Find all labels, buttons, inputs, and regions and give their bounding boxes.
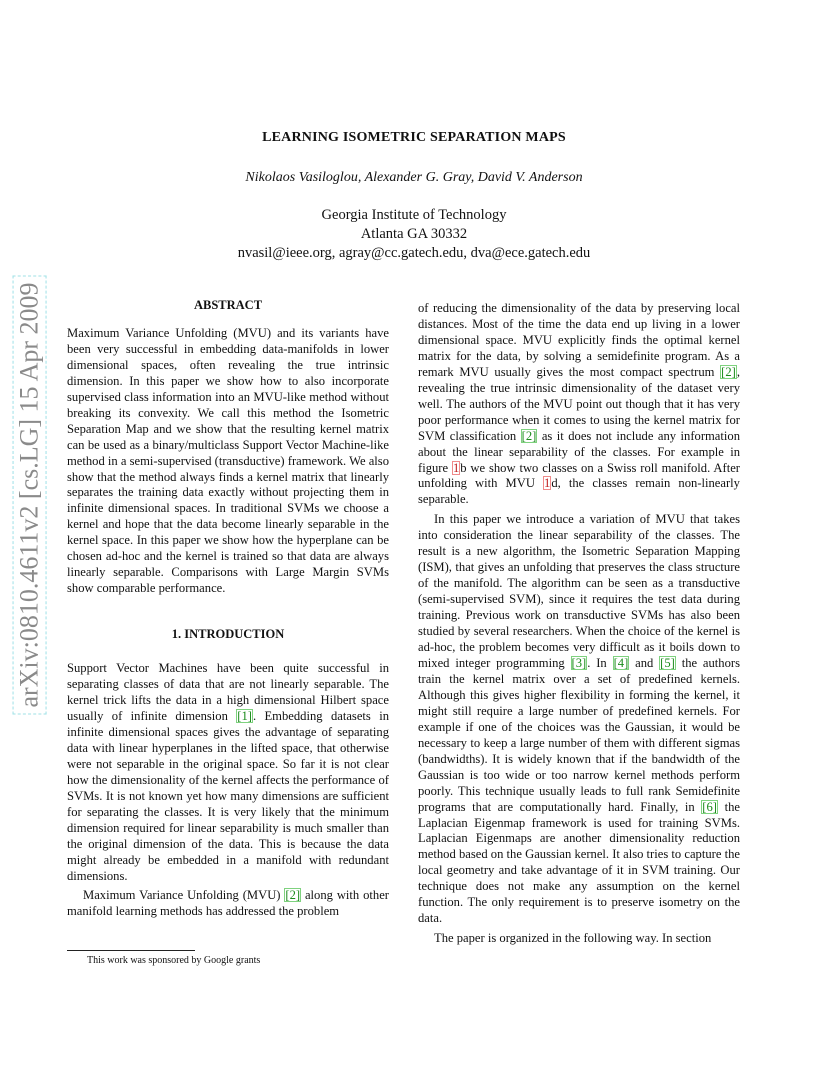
text-run: In this paper we introduce a variation of MVU that takes into consideration the linear separability of the classes. The result is a new algorithm, the Isometric Separation Mapping (ISM), that gives an unfolding that preserves the class structure of the manifold. The algorithm can be seen as a transductive (semi-supervised SVM), since it requires the test data during training. Previous work on transductive SVMs has also been studied by several researchers. When the choice of the kernel is ad-hoc, the problem becomes very difficult as it boils down to mixed integer programming <box>418 512 740 670</box>
text-run: Support Vector Machines have been quite successful in separating classes of data that are not linearly separable. The kernel trick lifts the data in a high dimensional Hilbert space usually of infinite dimension <box>67 661 389 723</box>
text-run: d, the classes remain non-linearly separable. <box>418 476 740 507</box>
arxiv-stamp-text[interactable]: arXiv:0810.4611v2 [cs.LG] 15 Apr 2009 <box>14 276 46 713</box>
intro-paragraph-4 <box>418 931 740 947</box>
text-run: b we show two classes on a Swiss roll manifold. After unfolding with MVU <box>418 460 741 491</box>
citation-link[interactable]: [6] <box>702 799 717 814</box>
citation-link[interactable]: [4] <box>613 655 629 670</box>
text-run: along with other manifold learning methods has addressed the problem <box>67 888 389 919</box>
citation-link[interactable]: [1] <box>237 708 252 723</box>
affiliation-block <box>0 206 828 262</box>
author-list: Nikolaos Vasiloglou, Alexander G. Gray, David V. Anderson <box>245 170 583 185</box>
citation-link[interactable]: [3] <box>571 655 587 670</box>
text-run: and <box>629 655 660 670</box>
right-column <box>418 301 740 947</box>
footnote-rule <box>67 950 195 951</box>
text-run: . In <box>587 655 613 670</box>
abstract-text: Maximum Variance Unfolding (MVU) and its variants have been very successful in embedding data-manifolds in lower dimensional spaces, often revealing the true intrinsic dimension. In this paper we show how to also incorporate supervised class information into an MVU-like method without breaking its convexity. We call this method the Isometric Separation Map and we show that the resulting kernel matrix can be used as a binary/multiclass Support Vector Machine-like method in a semi-supervised (transductive) framework. We also show that the method always finds a kernel matrix that linearly separates the training data exactly without projecting them in infinite dimensional spaces. In traditional SVMs we choose a kernel and hope that the data become linearly separable in the kernel space. In this paper we show how the hyperplane can be chosen ad-hoc and the kernel is trained so that data are always linearly separable. Comparisons with Large Margin SVMs show comparable performance. <box>67 325 389 596</box>
text-run: as it does not include any information about the linear separability of the classes. For example in figure <box>418 428 740 475</box>
intro-paragraph-3 <box>418 512 740 927</box>
text-run: The paper is organized in the following way. In section <box>434 931 712 946</box>
arxiv-side-stamp[interactable] <box>12 265 48 725</box>
footnote: This work was sponsored by Google grants <box>87 955 261 966</box>
figure-reference-link[interactable]: 1 <box>544 476 551 491</box>
text-run: the authors train the kernel matrix over a set of predefined kernels. Although this gives higher flexibility in forming the kernel, it might still require a large number of predefined kernels. For example if one of the choices was the Gaussian, it would be necessary to keep a large number of them with different sigmas (bandwidths). It is widely known that if the bandwidth of the Gaussian is too wide or too narrow kernel methods perform poorly. This technique usually leads to full rank Semidefinite programs that are computationally hard. Finally, in <box>418 655 740 814</box>
paper-title: LEARNING ISOMETRIC SEPARATION MAPS <box>262 130 566 145</box>
citation-link[interactable]: [2] <box>285 888 301 903</box>
left-column <box>67 298 389 920</box>
citation-link[interactable]: [2] <box>721 364 736 379</box>
text-run: of reducing the dimensionality of the data by preserving local distances. Most of the time the data end up living in a lower dimensional space. MVU explicitly finds the optimal kernel matrix for the data, by solving a semidefinite program. As a remark MVU usually gives the most compact spectrum <box>418 301 740 379</box>
text-run: the Laplacian Eigenmap framework is used for training SVMs. Laplacian Eigenmaps are another dimensionality reduction method based on the Gaussian kernel. It also tries to capture the local geometry and take advantage of it in SVM training. Our technique does not make any assumption on the kernel function. The only requirement is to preserve isometry on the data. <box>418 799 740 926</box>
text-run: , revealing the true intrinsic dimensionality of the dataset very well. The authors of the MVU point out though that it has very poor performance when it comes to using the kernel matrix for SVM classification <box>418 364 740 443</box>
figure-reference-link[interactable]: 1 <box>452 460 460 475</box>
emails: nvasil@ieee.org, agray@cc.gatech.edu, dva@ece.gatech.edu <box>237 244 591 261</box>
text-run: Maximum Variance Unfolding (MVU) <box>83 888 285 903</box>
abstract-heading: ABSTRACT <box>193 298 263 312</box>
text-run: . Embedding datasets in infinite dimensional spaces gives the advantage of separating data with linear hyperplanes in the lifted space, that otherwise were not separable in the original space. So far it is not clear how the dimensionality of the kernel affects the performance of SVMs. It is not known yet how many dimensions are sufficient for separating the classes. It is very likely that the minimum dimension required for linear separability is much smaller than the original dimension of the data. This is because the data might already be embedded in a manifold with redundant dimensions. <box>67 708 389 883</box>
intro-paragraph-1 <box>67 661 389 884</box>
introduction-heading: 1. INTRODUCTION <box>171 627 285 642</box>
city: Atlanta GA 30332 <box>360 225 468 242</box>
intro-paragraph-2-continued <box>418 301 740 508</box>
intro-paragraph-2 <box>67 888 389 920</box>
citation-link[interactable]: [2] <box>521 428 537 443</box>
citation-link[interactable]: [5] <box>660 655 675 670</box>
institution: Georgia Institute of Technology <box>321 207 507 223</box>
